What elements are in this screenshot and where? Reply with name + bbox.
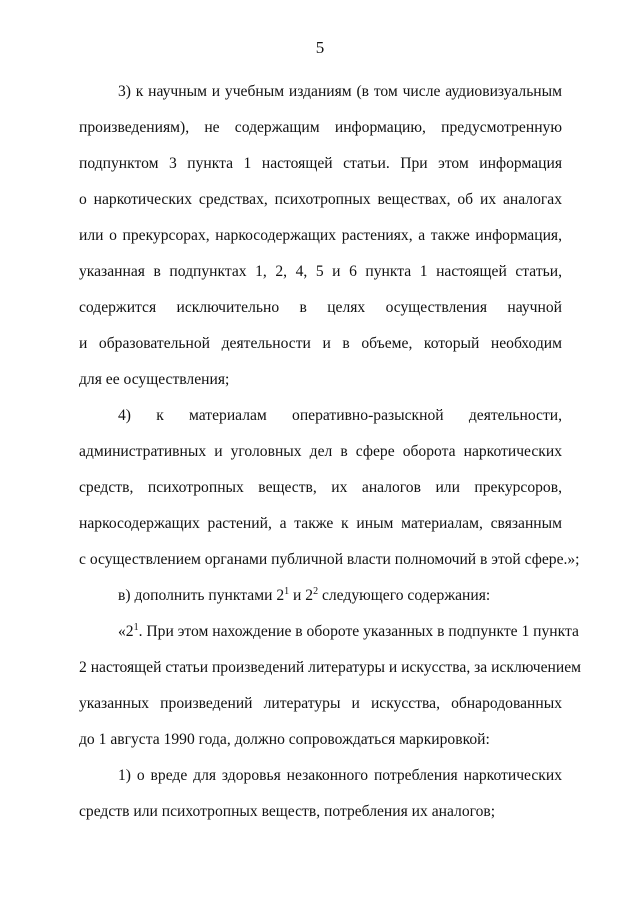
amendment-item-v	[118, 586, 562, 606]
text-line: подпунктом 3 пункта 1 настоящей статьи. При этом информация	[79, 155, 562, 172]
text-line: о наркотических средствах, психотропных веществах, об их аналогах	[79, 191, 562, 208]
text-line: 1) о вреде для здоровья незаконного потребления наркотических	[118, 767, 562, 784]
text-line: и образовательной деятельности и в объеме, который необходим	[79, 335, 562, 352]
item-21-sup: 1	[133, 622, 139, 633]
text-line: или о прекурсорах, наркосодержащих растениях, а также информация,	[79, 227, 562, 244]
text-line: средств, психотропных веществ, их аналогов или прекурсоров,	[79, 479, 562, 496]
text-line: средств или психотропных веществ, потребления их аналогов;	[79, 803, 496, 820]
text-line: 4) к материалам оперативно-разыскной деятельности,	[118, 407, 562, 424]
item-v-sup2: 2	[313, 586, 319, 597]
paragraph-21-first-line	[118, 622, 579, 642]
text-line: до 1 августа 1990 года, должно сопровождаться маркировкой:	[79, 731, 490, 748]
page-number: 5	[315, 38, 325, 57]
item-21-pre: «2	[118, 623, 134, 640]
text-line: 2 настоящей статьи произведений литературы и искусства, за исключением	[79, 659, 582, 676]
text-line: для ее осуществления;	[79, 371, 230, 388]
text-line: указанных произведений литературы и искусства, обнародованных	[79, 695, 562, 712]
item-v-post: следующего содержания:	[318, 587, 491, 604]
item-21-post: . При этом нахождение в обороте указанных в подпункте 1 пункта	[138, 623, 579, 640]
text-line: наркосодержащих растений, а также к иным материалам, связанным	[79, 515, 562, 532]
text-line: указанная в подпунктах 1, 2, 4, 5 и 6 пункта 1 настоящей статьи,	[79, 263, 562, 280]
text-line: с осуществлением органами публичной власти полномочий в этой сфере.»;	[79, 551, 580, 568]
item-v-sup1: 1	[284, 586, 290, 597]
text-line: содержится исключительно в целях осуществления научной	[79, 299, 562, 316]
text-line: административных и уголовных дел в сфере оборота наркотических	[79, 443, 562, 460]
text-line: произведениям), не содержащим информацию, предусмотренную	[79, 119, 562, 136]
item-v-pre: в) дополнить пунктами 2	[118, 587, 285, 604]
item-v-mid: и 2	[289, 587, 314, 604]
text-line: 3) к научным и учебным изданиям (в том числе аудиовизуальным	[118, 83, 562, 100]
